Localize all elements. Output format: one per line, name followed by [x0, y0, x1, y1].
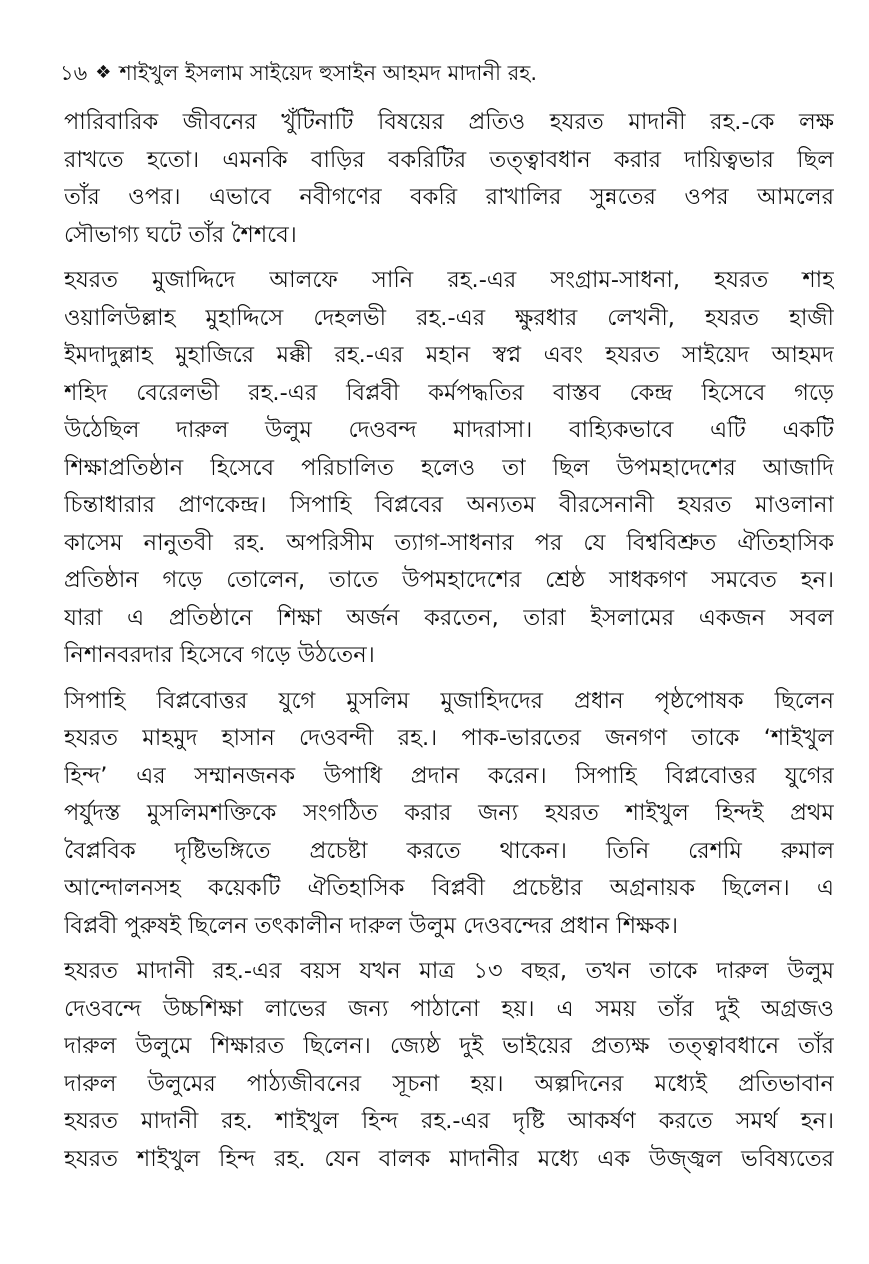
text-line: হযরত মুজাদ্দিদে আলফে সানি রহ.-এর সংগ্রাম-সাধনা, হযরত শাহ: [64, 267, 834, 293]
text-line: দেওবন্দে উচ্চশিক্ষা লাভের জন্য পাঠানো হয়। এ সময় তাঁর দুই অগ্রজও: [64, 995, 834, 1022]
paragraph: [64, 262, 834, 675]
text-line: পর্যুদস্ত মুসলিমশক্তিকে সংগঠিত করার জন্য হযরত শাইখুল হিন্দই প্রথম: [64, 800, 834, 826]
text-line: আন্দোলনসহ কয়েকটি ঐতিহাসিক বিপ্লবী প্রচেষ্টার অগ্রনায়ক ছিলেন। এ: [64, 875, 834, 901]
ornament-icon: ❖: [95, 62, 112, 83]
text-line: হযরত শাইখুল হিন্দ রহ. যেন বালক মাদানীর মধ্যে এক উজ্জ্বল ভবিষ্যতের: [64, 1145, 834, 1172]
text-line: দারুল উলুমে শিক্ষারত ছিলেন। জ্যেষ্ঠ দুই ভাইয়ের প্রত্যক্ষ তত্ত্বাবধানে তাঁর: [64, 1033, 834, 1059]
page-number: ১৬: [60, 61, 88, 85]
text-line: রাখতে হতো। এমনকি বাড়ির বকরিটির তত্ত্বাবধান করার দায়িত্বভার ছিল: [64, 146, 834, 173]
text-line: উঠেছিল দারুল উলুম দেওবন্দ মাদরাসা। বাহ্যিকভাবে এটি একটি: [64, 417, 834, 443]
text-line: ওয়ালিউল্লাহ মুহাদ্দিসে দেহলভী রহ.-এর ক্ষুরধার লেখনী, হযরত হাজী: [64, 304, 834, 331]
paragraph: [64, 683, 834, 946]
running-header: [60, 56, 840, 90]
text-line: নিশানবরদার হিসেবে গড়ে উঠতেন।: [64, 642, 375, 668]
text-line: দারুল উলুমের পাঠ্যজীবনের সূচনা হয়। অল্পদিনের মধ্যেই প্রতিভাবান: [64, 1070, 834, 1097]
paragraph: [64, 104, 834, 254]
text-line: বৈপ্লবিক দৃষ্টিভঙ্গিতে প্রচেষ্টা করতে থাকেন। তিনি রেশমি রুমাল: [64, 837, 834, 864]
text-line: যারা এ প্রতিষ্ঠানে শিক্ষা অর্জন করতেন, তারা ইসলামের একজন সবল: [64, 604, 834, 631]
text-line: হযরত মাদানী রহ. শাইখুল হিন্দ রহ.-এর দৃষ্টি আকর্ষণ করতে সমর্থ হন।: [64, 1108, 834, 1134]
text-line: বিপ্লবী পুরুষই ছিলেন তৎকালীন দারুল উলুম দেওবন্দের প্রধান শিক্ষক।: [64, 912, 679, 939]
text-line: শহিদ বেরেলভী রহ.-এর বিপ্লবী কর্মপদ্ধতির বাস্তব কেন্দ্র হিসেবে গড়ে: [64, 379, 834, 406]
text-line: কাসেম নানুতবী রহ. অপরিসীম ত্যাগ-সাধনার পর যে বিশ্ববিশ্রুত ঐতিহাসিক: [64, 529, 834, 556]
text-line: চিন্তাধারার প্রাণকেন্দ্র। সিপাহি বিপ্লবের অন্যতম বীরসেনানী হযরত মাওলানা: [64, 492, 834, 518]
body-text: [64, 104, 834, 1186]
text-line: ইমদাদুল্লাহ মুহাজিরে মক্কী রহ.-এর মহান স্বপ্ন এবং হযরত সাইয়েদ আহমদ: [64, 342, 834, 368]
text-line: পারিবারিক জীবনের খুঁটিনাটি বিষয়ের প্রতিও হযরত মাদানী রহ.-কে লক্ষ: [64, 109, 834, 135]
text-line: তাঁর ওপর। এভাবে নবীগণের বকরি রাখালির সুন্নতের ওপর আমলের: [64, 184, 834, 210]
text-line: শিক্ষাপ্রতিষ্ঠান হিসেবে পরিচালিত হলেও তা ছিল উপমহাদেশের আজাদি: [64, 454, 834, 481]
text-line: সৌভাগ্য ঘটে তাঁর শৈশবে।: [64, 221, 297, 248]
text-line: হযরত মাহমুদ হাসান দেওবন্দী রহ.। পাক-ভারতের জনগণ তাকে ‘শাইখুল: [64, 725, 834, 751]
book-title: শাইখুল ইসলাম সাইয়েদ হুসাইন আহমদ মাদানী রহ.: [119, 61, 537, 85]
text-line: হযরত মাদানী রহ.-এর বয়স যখন মাত্র ১৩ বছর, তখন তাকে দারুল উলুম: [64, 958, 834, 984]
text-line: প্রতিষ্ঠান গড়ে তোলেন, তাতে উপমহাদেশের শ্রেষ্ঠ সাধকগণ সমবেত হন।: [64, 567, 834, 593]
paragraph: [64, 953, 834, 1178]
text-line: হিন্দ’ এর সম্মানজনক উপাধি প্রদান করেন। সিপাহি বিপ্লবোত্তর যুগের: [64, 762, 834, 789]
text-line: সিপাহি বিপ্লবোত্তর যুগে মুসলিম মুজাহিদদের প্রধান পৃষ্ঠপোষক ছিলেন: [64, 687, 834, 714]
